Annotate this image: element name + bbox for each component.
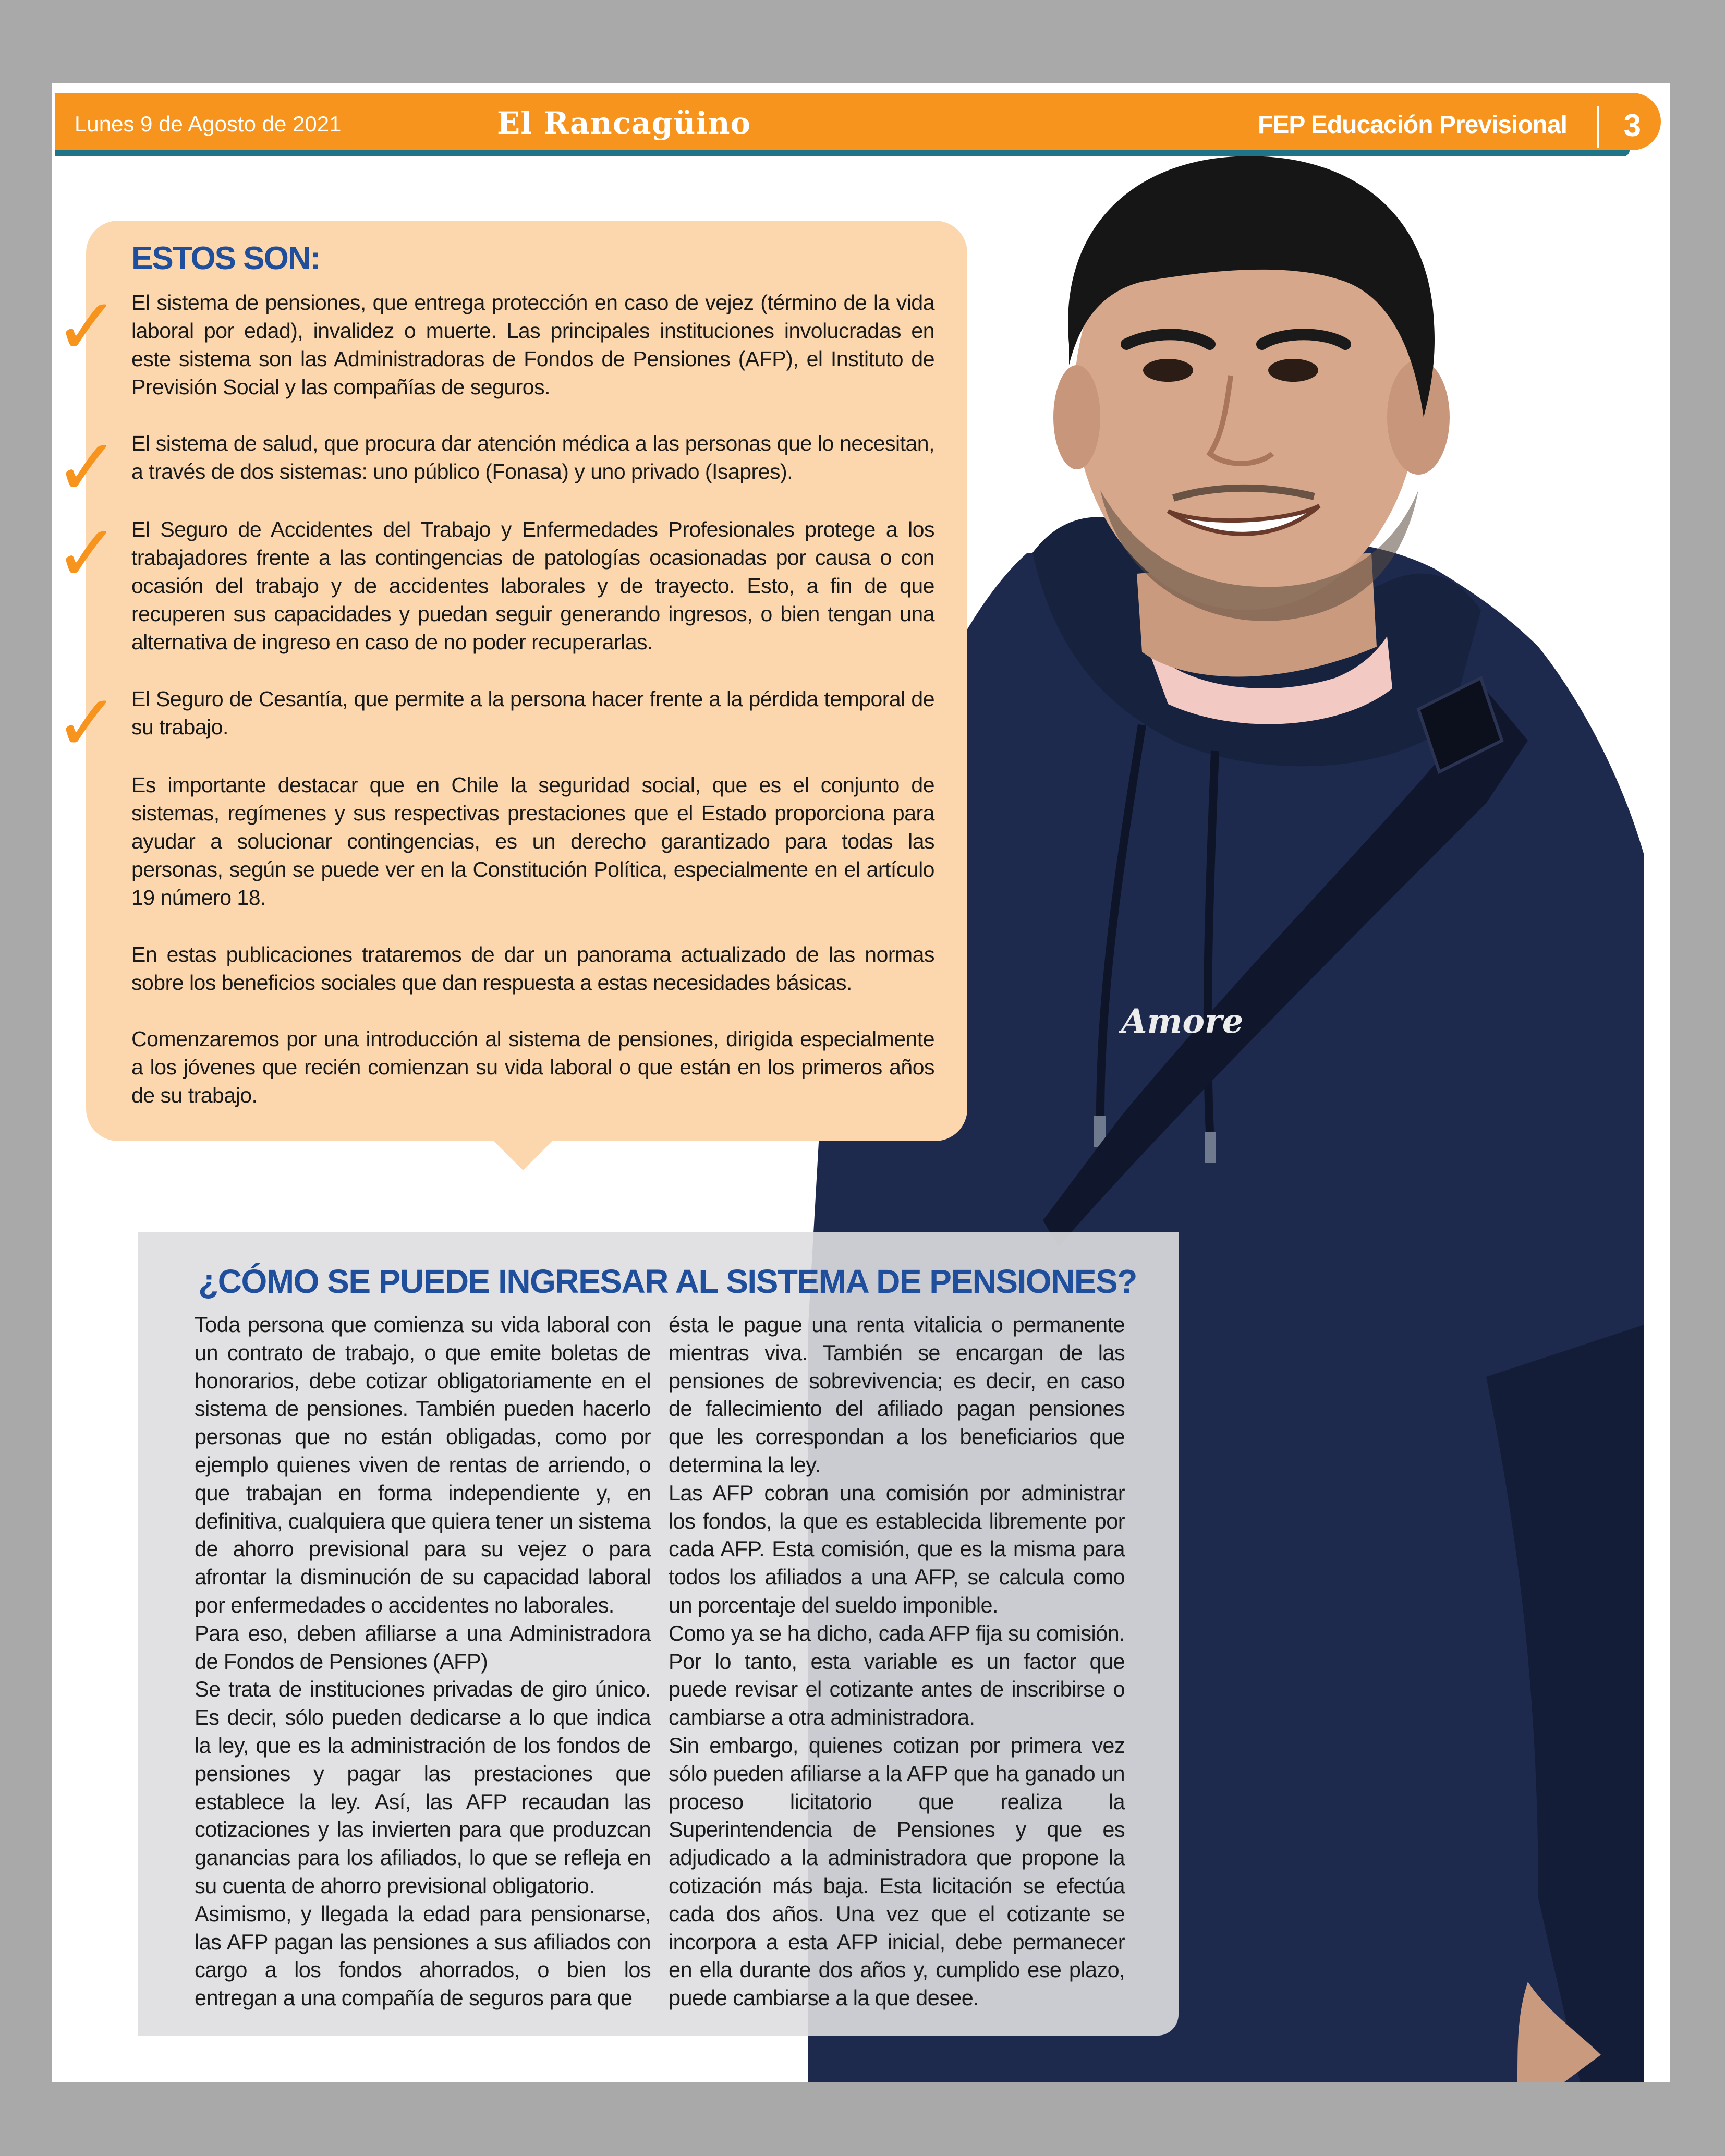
article-paragraph: Sin embargo, quienes cotizan por primera vez sólo pueden afiliarse a la AFP que ha ganado un proceso licitatorio que realiza la Superintendencia de Pensiones y que es adjudicado a la administradora que propone la cotización más baja. Esta licitación se efectúa cada dos años. Una vez que el cotizante se incorpora a esta AFP inicial, debe permanecer en ella durante dos años y, cumplido ese plazo, puede cambiarse a la que desee. (669, 1733, 1125, 2010)
article-paragraph: Como ya se ha dicho, cada AFP fija su comisión. Por lo tanto, esta variable es un factor que puede revisar el cotizante antes de inscribirse o cambiarse a otra administradora. (669, 1620, 1125, 1730)
header-date: Lunes 9 de Agosto de 2021 (75, 112, 342, 136)
eye-left (1143, 359, 1193, 382)
callout-tail (493, 1140, 553, 1170)
callout-item: El Seguro de Cesantía, que permite a la persona hacer frente a la pérdida temporal de su trabajo. (131, 687, 934, 739)
article-paragraph: Las AFP cobran una comisión por administrar los fondos, la que es establecida libremente por cada AFP. Esta comisión, que es la misma para todos los afiliados a una AFP, se calcula como un porcentaje del sueldo imponible. (669, 1480, 1125, 1617)
eye-right (1268, 359, 1318, 382)
ear-left (1053, 365, 1100, 469)
callout-paragraph: Comenzaremos por una introducción al sistema de pensiones, dirigida especialmente a los jóvenes que recién comienzan su vida laboral o que están en los primeros años de su trabajo. (131, 1027, 934, 1107)
article-column-2 (669, 1311, 1125, 2012)
article-paragraph: Toda persona que comienza su vida laboral con un contrato de trabajo, o que emite boletas de honorarios, debe cotizar obligatoriamente en el sistema de pensiones. También pueden hacerlo personas que no están obligadas, como por ejemplo quienes viven de rentas de arriendo, o que trabajan en forma independiente y, en definitiva, cualquiera que quiera tener un sistema de ahorro previsional para su vejez o para afrontar la disminución de su capacidad laboral por enfermedades o accidentes no laborales. (195, 1312, 651, 1617)
callout-item: El Seguro de Accidentes del Trabajo y Enfermedades Profesionales protege a los trabajadores frente a las contingencias de patologías ocasionadas por causa o con ocasión del trabajo y de accidentes laborales y de trayecto. Esto, a fin de que recuperen sus capacidades y puedan seguir generando ingresos, o bien tengan una alternativa de ingreso en caso de no poder recuperarlas. (131, 517, 934, 654)
check-icon: ✓ (54, 282, 120, 372)
article-paragraph: Se trata de instituciones privadas de giro único. Es decir, sólo pueden dedicarse a lo que indica la ley, que es la administración de los fondos de pensiones y pagar las prestaciones que establece la ley. Así, las AFP recaudan las cotizaciones y las invierten para que produzcan ganancias para los afiliados, lo que se refleja en su cuenta de ahorro previsional obligatorio. (195, 1677, 651, 1898)
article-paragraph: Para eso, deben afiliarse a una Administradora de Fondos de Pensiones (AFP) (195, 1620, 651, 1674)
newspaper-logo: El Rancagüino (497, 105, 751, 141)
article-paragraph: ésta le pague una renta vitalicia o permanente mientras viva. También se encargan de las pensiones de sobrevivencia; es decir, en caso de fallecimiento del afiliado pagan pensiones que les correspondan a los beneficiarios que determina la ley. (669, 1312, 1125, 1477)
callout-paragraph: En estas publicaciones trataremos de dar un panorama actualizado de las normas sobre los beneficios sociales que dan respuesta a estas necesidades básicas. (131, 942, 934, 995)
article-column-1 (195, 1311, 651, 2012)
callout-paragraph: Es importante destacar que en Chile la seguridad social, que es el conjunto de sistemas, regímenes y sus respectivas prestaciones que el Estado proporciona para ayudar a solucionar contingencias, es un derecho garantizado para todas las personas, según se puede ver en la Constitución Política, especialmente en el artículo 19 número 18. (131, 773, 934, 910)
callout-item: El sistema de pensiones, que entrega protección en caso de vejez (término de la vida laboral por edad), invalidez o muerte. Las principales instituciones involucradas en este sistema son las Administradoras de Fondos de Pensiones (AFP), el Instituto de Previsión Social y las compañías de seguros. (131, 290, 934, 399)
check-icon: ✓ (54, 678, 120, 769)
callout-title: ESTOS SON: (131, 240, 320, 276)
article-paragraph: Asimismo, y llegada la edad para pensionarse, las AFP pagan las pensiones a sus afiliados con cargo a los fondos ahorrados, o bien los entregan a una compañía de seguros para que (195, 1901, 651, 2010)
newspaper-page (52, 83, 1670, 2082)
string-tip-right (1205, 1132, 1216, 1163)
article-title: ¿CÓMO SE PUEDE INGRESAR AL SISTEMA DE PENSIONES? (198, 1263, 1137, 1300)
sweatshirt-print: Amore (1121, 1002, 1244, 1041)
check-icon: ✓ (54, 508, 120, 599)
section-title: FEP Educación Previsional (1258, 111, 1567, 139)
callout-item: El sistema de salud, que procura dar atención médica a las personas que lo necesitan, a través de dos sistemas: uno público (Fonasa) y uno privado (Isapres). (131, 431, 934, 483)
check-icon: ✓ (54, 422, 120, 513)
page-number: 3 (1623, 108, 1641, 143)
